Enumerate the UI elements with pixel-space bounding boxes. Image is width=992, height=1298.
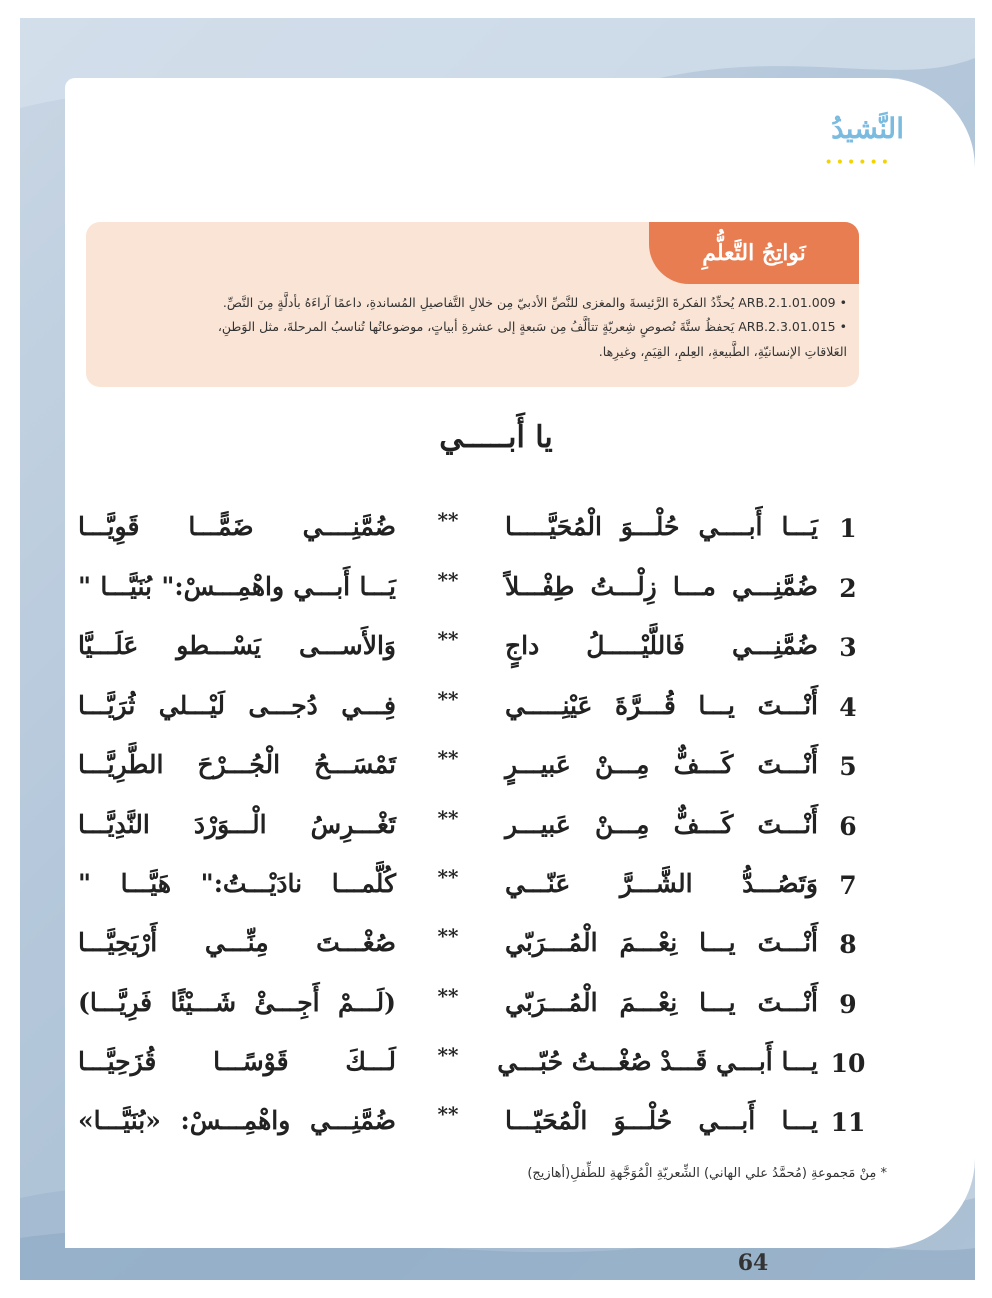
verse-number: 6 — [839, 812, 857, 841]
section-title-dots: •••••• — [824, 155, 892, 171]
verse-first-hemistich: ضُمَّنِـــي مـــا زِلْـــتُ طِفْـــلاً — [505, 572, 818, 601]
verse-first-hemistich: أَنْـــتَ يـــا نِعْـــمَ الْمُـــرَبّي — [505, 928, 818, 957]
verse-second-hemistich: لَـــكَ قَوْسًـــا قُزَحِيَّـــا — [78, 1047, 396, 1076]
verse-line — [0, 1041, 992, 1091]
verse-separator: ** — [437, 627, 459, 651]
verse-first-hemistich: أَنْـــتَ كَـــفٌّ مِـــنْ عَبيـــر — [505, 810, 818, 839]
verse-line — [0, 863, 992, 913]
verse-second-hemistich: صُغْـــتَ مِنِّـــي أَرْيَحِيَّـــا — [78, 928, 396, 957]
verse-separator: ** — [437, 1102, 459, 1126]
verse-number: 11 — [830, 1108, 866, 1137]
verse-first-hemistich: يـــا أَبـــي قَـــدْ صُغْـــتُ حُبّـــي — [497, 1047, 818, 1076]
poem-title: يا أَبـــــي — [439, 420, 553, 455]
verse-second-hemistich: ضُمَّنِــــي ضَمًّـــا قَوِيَّـــا — [78, 512, 396, 541]
verse-second-hemistich: ضُمَّنِـــي واهْمِـــسْ: «بُنَيَّـــا» — [78, 1106, 396, 1135]
verse-separator: ** — [437, 508, 459, 532]
verse-second-hemistich: وَالأَســـى يَسْـــطو عَلَـــيَّا — [78, 631, 396, 660]
verse-first-hemistich: ضُمَّنِـــي فَاللَّيْـــــلُ داجٍ — [505, 631, 818, 660]
verse-second-hemistich: يَـــا أَبـــي واهْمِـــسْ:" بُنَيَّـــا " — [78, 572, 396, 601]
outcome-item-continued: العَلاقاتِ الإنسانيّةِ، الطَّبيعةِ، العِلمِ، القِيَمِ، وغيرِها. — [598, 344, 847, 359]
verse-line — [0, 804, 992, 854]
verse-first-hemistich: أَنْـــتَ يـــا قُـــرَّةَ عَيْنِـــــي — [505, 691, 818, 720]
verse-number: 4 — [839, 693, 857, 722]
verse-line — [0, 744, 992, 794]
section-title: النَّشيدُ — [831, 112, 904, 145]
verse-line — [0, 1100, 992, 1150]
verse-separator: ** — [437, 568, 459, 592]
verse-line — [0, 566, 992, 616]
verse-separator: ** — [437, 924, 459, 948]
verse-first-hemistich: يَـــا أَبــــي حُلْـــوَ الْمُحَيَّـــــا — [505, 512, 818, 541]
learning-outcomes-header: نَواتِجُ التَّعلُّمِ — [649, 222, 859, 284]
verse-separator: ** — [437, 806, 459, 830]
verse-separator: ** — [437, 865, 459, 889]
verse-number: 3 — [839, 633, 857, 662]
verse-separator: ** — [437, 746, 459, 770]
verse-separator: ** — [437, 687, 459, 711]
verse-number: 5 — [839, 752, 857, 781]
verse-separator: ** — [437, 1043, 459, 1067]
verse-line — [0, 685, 992, 735]
outcome-item: • ARB.2.1.01.009 يُحدِّدُ الفكرةَ الرَّئيسةَ والمغزى للنَّصِّ الأدبيّ مِن خلالِ التَّفاصيلِ المُساندةِ، داعمًا آراءَهُ بأدلَّةٍ مِنَ النَّصِّ. — [222, 295, 847, 310]
footnote-source: * مِنْ مَجموعةِ (مُحمَّدُ علي الهاني) الشِّعريّةِ الْمُوَجَّهةِ للطِّفلِ(أهازيج) — [527, 1166, 887, 1181]
verse-first-hemistich: وَتَصُـــدُّ الشَّـــرَّ عَنّـــي — [505, 869, 818, 898]
verse-number: 9 — [839, 990, 857, 1019]
verse-number: 10 — [830, 1049, 866, 1078]
outcome-item: • ARB.2.3.01.015 يَحفظُ ستَّةَ نُصوصٍ شِعريّةٍ تتألَّفُ مِن سَبعةٍ إلى عشرةِ أبياتٍ، موضوعاتُها تُناسبُ المرحلةَ، مثل الوَطنِ، — [217, 319, 847, 334]
verse-second-hemistich: (لَـــمْ أَجِـــئْ شَـــيْئًا فَرِيَّـــا) — [78, 988, 396, 1017]
verse-first-hemistich: أَنْـــتَ كَـــفٌّ مِـــنْ عَبيـــرٍ — [505, 750, 818, 779]
verse-number: 7 — [839, 871, 857, 900]
learning-outcomes-box — [86, 222, 859, 387]
verse-second-hemistich: تَمْسَـــحُ الْجُـــرْحَ الطَّرِيَّـــا — [78, 750, 396, 779]
verse-number: 8 — [839, 930, 857, 959]
verse-second-hemistich: فِـــي دُجـــى لَيْـــلي ثُرَيَّـــا — [78, 691, 396, 720]
verse-line — [0, 982, 992, 1032]
verse-first-hemistich: يـــا أَبـــي حُلْـــوَ الْمُحَيّـــا — [505, 1106, 818, 1135]
verse-line — [0, 922, 992, 972]
verse-first-hemistich: أَنْـــتَ يـــا نِعْـــمَ الْمُـــرَبّي — [505, 988, 818, 1017]
page-number: 64 — [737, 1250, 769, 1276]
verse-number: 1 — [839, 514, 857, 543]
verse-line — [0, 625, 992, 675]
verse-separator: ** — [437, 984, 459, 1008]
verse-second-hemistich: تَغْـــرِسُ الْـــوَرْدَ النَّدِيَّـــا — [78, 810, 396, 839]
verse-second-hemistich: كُلَّمـــا نادَيْـــتُ:" هَيَّـــا " — [78, 869, 396, 898]
verse-number: 2 — [839, 574, 857, 603]
verse-line — [0, 506, 992, 556]
